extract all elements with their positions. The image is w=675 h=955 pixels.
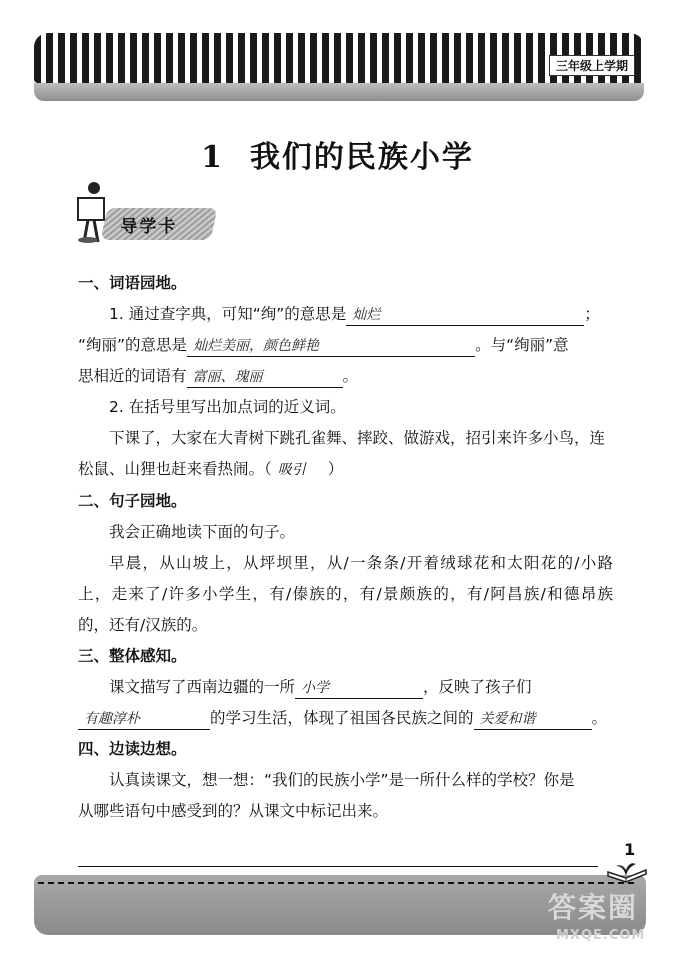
q1-text: ； xyxy=(584,305,600,323)
reading-line: 上，走来了/许多小学生，有/傣族的，有/景颇族的，有/阿昌族/和德昂族 xyxy=(78,585,613,603)
q1-line1 xyxy=(78,299,613,330)
s2-instruction: 我会正确地读下面的句子。 xyxy=(109,523,296,541)
q1-text: 思相近的词语有 xyxy=(78,367,187,385)
s3-text: ，反映了孩子们 xyxy=(423,678,532,696)
passage-text: 来许多小鸟，连 xyxy=(496,429,606,447)
study-card-badge xyxy=(101,208,218,240)
answer-text: 吸引 xyxy=(277,462,306,478)
answer-blank: 灿烂 xyxy=(346,305,584,326)
passage-text: ） xyxy=(327,460,344,478)
s3-text: 的学习生活，体现了祖国各民族之间的 xyxy=(210,709,474,727)
s3-text: 。 xyxy=(591,709,608,727)
q2-instruction: 2. 在括号里写出加点词的近义词。 xyxy=(109,398,346,416)
worksheet-content xyxy=(78,268,613,827)
passage-text: 下课了，大家在大青树下跳孔雀舞、摔跤、做游戏， xyxy=(109,429,466,447)
section-heading: 一、词语园地。 xyxy=(78,274,187,292)
dotted-char: 引 xyxy=(481,429,497,447)
s4-line: 从哪些语句中感受到的？从课文中标记出来。 xyxy=(78,802,389,820)
q1-text: 。 xyxy=(342,367,359,385)
reading-line: 的，还有/汉族的。 xyxy=(78,616,208,634)
grade-label: 三年级上学期 xyxy=(549,55,635,76)
section-heading: 三、整体感知。 xyxy=(78,647,187,665)
lesson-title: 我们的民族小学 xyxy=(249,140,474,175)
watermark-url: MXQE.COM xyxy=(556,928,646,943)
section-heading: 二、句子园地。 xyxy=(78,492,187,510)
answer-blank: 有趣淳朴 xyxy=(78,709,210,730)
answer-blank: 关爱和谐 xyxy=(474,709,592,730)
study-card-label: 导学卡 xyxy=(120,217,178,237)
reading-line: 早晨，从山坡上，从坪坝里，从/一条条/开着绒球花和太阳花的/小路 xyxy=(109,554,613,572)
s3-line2 xyxy=(78,703,613,734)
answer-blank: 小学 xyxy=(295,678,423,699)
s4-line: 认真读课文，想一想：“我们的民族小学”是一所什么样的学校？你是 xyxy=(109,771,575,789)
writing-line xyxy=(78,866,598,867)
q2-passage-line2 xyxy=(78,454,613,486)
section-heading: 四、边读边想。 xyxy=(78,740,187,758)
passage-text: 松鼠、山狸也赶来看热闹。（ xyxy=(78,460,272,478)
page-title xyxy=(0,132,675,176)
answer-blank: 灿烂美丽，颜色鲜艳 xyxy=(187,336,475,357)
q1-line3 xyxy=(78,361,613,392)
dotted-char: 招 xyxy=(465,429,482,447)
q1-text: 1. 通过查字典，可知“绚”的意思是 xyxy=(109,305,347,323)
q2-passage-line1 xyxy=(78,423,613,454)
s3-text: 课文描写了西南边疆的一所 xyxy=(109,678,296,696)
page-number: 1 xyxy=(624,840,636,859)
s3-line1 xyxy=(78,672,613,703)
open-book-sprout-icon xyxy=(604,858,650,884)
header-shadow xyxy=(34,83,644,101)
q1-line2 xyxy=(78,330,613,361)
answer-blank: 富丽、瑰丽 xyxy=(187,367,343,388)
lesson-number: 1 xyxy=(201,140,224,175)
watermark-logo: 答案圈 xyxy=(548,891,639,924)
footer-dash-border xyxy=(38,882,638,884)
q1-text: 。与“绚丽”意 xyxy=(475,336,569,354)
q1-text: “绚丽”的意思是 xyxy=(78,336,188,354)
